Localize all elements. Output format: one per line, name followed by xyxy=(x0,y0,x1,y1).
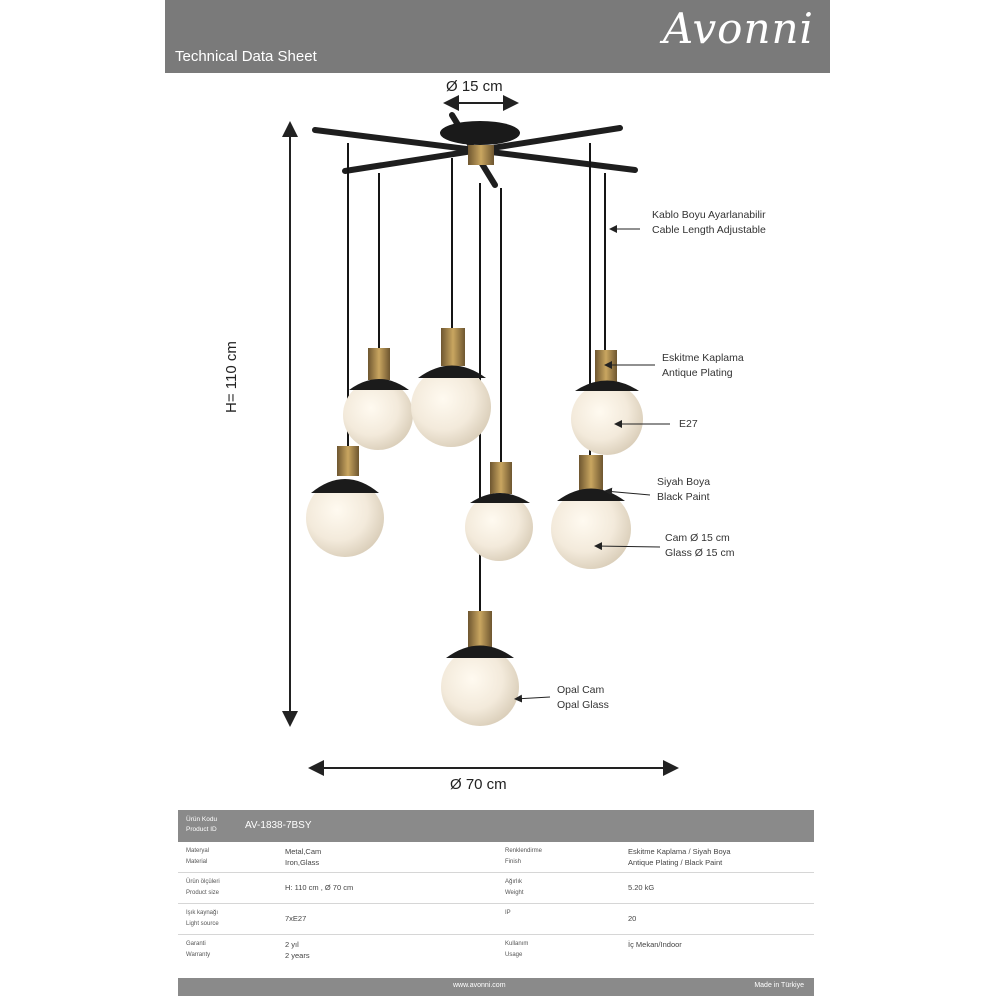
annotation-opal-glass: Opal Cam Opal Glass xyxy=(557,684,609,711)
header-bar xyxy=(165,0,830,73)
brand-logo: Avonni xyxy=(662,4,814,53)
annotation-black-paint: Siyah Boya Black Paint xyxy=(657,476,711,503)
pendant-2 xyxy=(343,348,413,450)
website-link[interactable]: www.avonni.com xyxy=(453,982,506,989)
bottom-diameter-label: Ø 70 cm xyxy=(450,776,507,793)
pendant-7 xyxy=(441,611,519,726)
annotation-socket: E27 xyxy=(679,418,698,430)
annotation-glass: Cam Ø 15 cm Glass Ø 15 cm xyxy=(665,532,735,559)
made-in-label: Made in Türkiye xyxy=(754,982,804,989)
table-row: Garanti Warranty 2 yıl 2 years Kullanım Usage İç Mekan/Indoor xyxy=(186,940,682,960)
page-title: Technical Data Sheet xyxy=(175,48,317,65)
ceiling-canopy xyxy=(440,121,520,145)
product-diagram xyxy=(165,73,830,808)
product-id: AV-1838-7BSY xyxy=(245,820,312,831)
pendant-6 xyxy=(551,455,631,569)
annotation-antique-plating: Eskitme Kaplama Antique Plating xyxy=(662,352,744,379)
pendant-5 xyxy=(571,350,643,455)
spec-table xyxy=(178,810,814,965)
footer-bar xyxy=(178,978,814,996)
top-diameter-label: Ø 15 cm xyxy=(446,78,503,95)
pendant-1 xyxy=(306,446,384,557)
product-id-row: Ürün Kodu Product ID AV-1838-7BSY xyxy=(178,810,814,842)
chandelier-illustration xyxy=(165,73,830,808)
pendant-4 xyxy=(465,462,533,561)
height-label: H= 110 cm xyxy=(223,341,240,413)
annotation-cable: Kablo Boyu Ayarlanabilir Cable Length Adjustable xyxy=(652,209,766,236)
table-row: Ürün ölçüleri Product size H: 110 cm , Ø 70 cm Ağırlık Weight 5.20 kG xyxy=(178,873,814,904)
table-row: Materyal Material Metal,Cam Iron,Glass Renklendirme Finish Eskitme Kaplama / Siyah Boya Antique Plating / Black Paint xyxy=(178,842,814,873)
table-row: Işık kaynağı Light source 7xE27 IP 20 xyxy=(178,904,814,935)
